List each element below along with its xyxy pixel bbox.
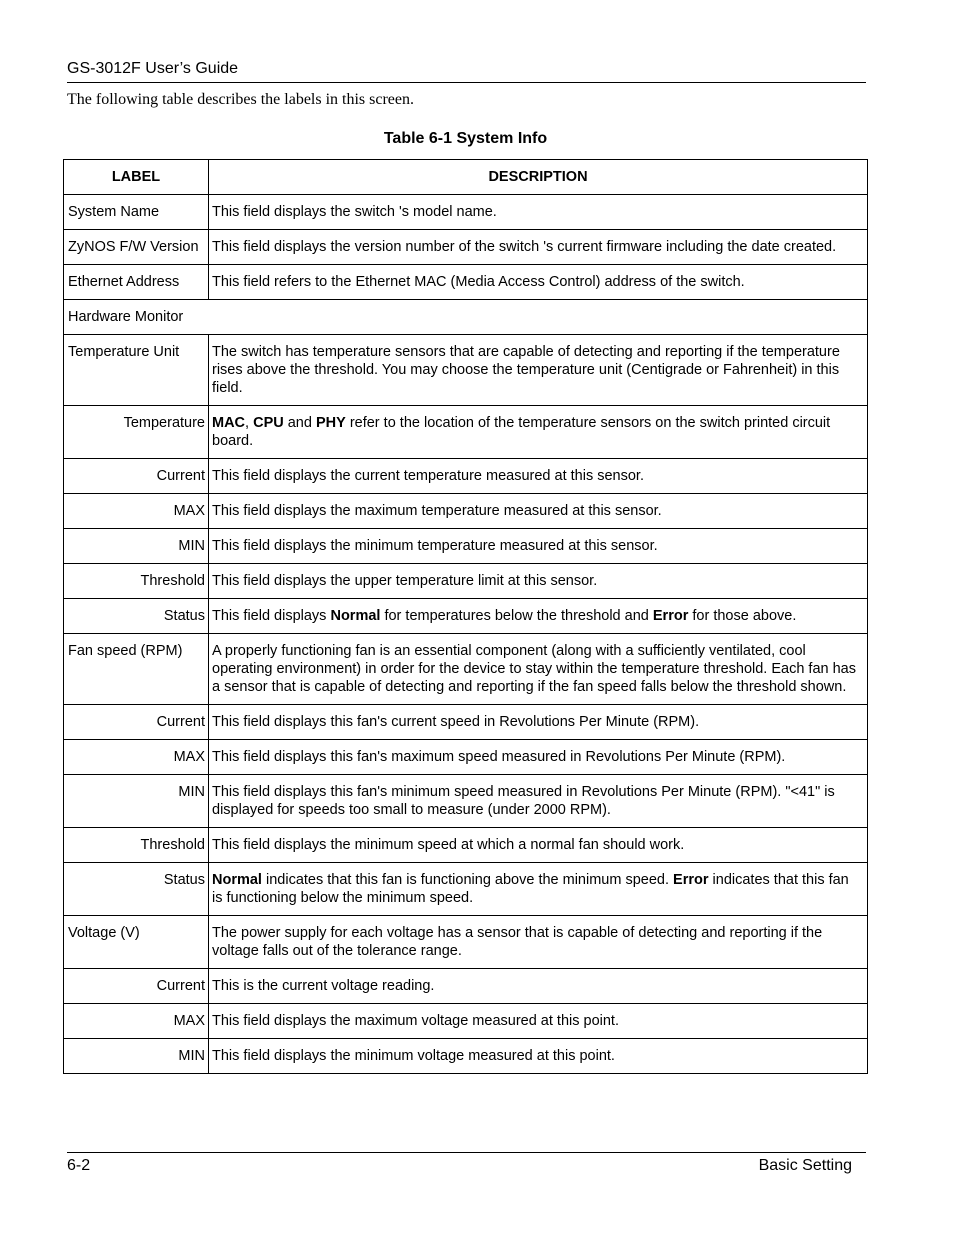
row-description — [209, 195, 868, 230]
bold-term: Normal — [330, 608, 381, 624]
row-label: MAX — [64, 1004, 209, 1039]
row-label: Current — [64, 459, 209, 494]
table-row — [64, 459, 868, 494]
table-row — [64, 494, 868, 529]
row-label: MAX — [64, 740, 209, 775]
table-row — [64, 1039, 868, 1074]
row-label: Fan speed (RPM) — [64, 634, 209, 705]
row-description — [209, 599, 868, 634]
table-row — [64, 828, 868, 863]
table-row — [64, 1004, 868, 1039]
table-row — [64, 406, 868, 459]
table-row — [64, 969, 868, 1004]
section-name: Basic Setting — [758, 1157, 852, 1174]
row-label: Hardware Monitor — [64, 300, 868, 335]
table-row — [64, 634, 868, 705]
row-description — [209, 916, 868, 969]
description-text: and — [283, 415, 316, 431]
table-row — [64, 300, 868, 335]
description-text: This field displays the version number of the switch 's current firmware including the date created. — [212, 239, 837, 255]
bold-term: Error — [652, 608, 689, 624]
description-text: The power supply for each voltage has a sensor that is capable of detecting and reporting if the voltage falls out of the tolerance range. — [212, 925, 823, 959]
description-text: for those above. — [688, 608, 797, 624]
table-row — [64, 529, 868, 564]
row-label: Voltage (V) — [64, 916, 209, 969]
description-text: indicates that this fan is functioning above the minimum speed. — [261, 872, 674, 888]
row-description — [209, 969, 868, 1004]
description-text: This field displays the minimum speed at which a normal fan should work. — [212, 837, 685, 853]
table-caption: Table 6-1 System Info — [383, 130, 548, 147]
row-label: Temperature Unit — [64, 335, 209, 406]
row-description — [209, 705, 868, 740]
description-text: This field displays the maximum temperature measured at this sensor. — [212, 503, 662, 519]
row-label: Temperature — [64, 406, 209, 459]
description-text: refer to the location of the temperature sensors on the switch printed circuit board. — [212, 415, 831, 449]
description-text: for temperatures below the threshold and — [380, 608, 653, 624]
row-label: Status — [64, 863, 209, 916]
bold-term: Normal — [212, 872, 262, 888]
row-label: MIN — [64, 1039, 209, 1074]
description-text: This field refers to the Ethernet MAC (Media Access Control) address of the switch. — [212, 274, 745, 290]
table-row — [64, 230, 868, 265]
bold-term: MAC — [212, 415, 246, 431]
description-text: , — [245, 415, 254, 431]
row-description — [209, 1039, 868, 1074]
row-label: MIN — [64, 775, 209, 828]
row-description — [209, 335, 868, 406]
bold-term: PHY — [315, 415, 346, 431]
description-text: This field displays this fan's minimum speed measured in Revolutions Per Minute (RPM). "<41" is displayed for speeds too small to measure (under 2000 RPM). — [212, 784, 835, 818]
intro-text: The following table describes the labels in this screen. — [67, 91, 415, 108]
row-label: MAX — [64, 494, 209, 529]
document-title: GS-3012F User’s Guide — [67, 60, 239, 77]
row-label: Threshold — [64, 828, 209, 863]
row-description — [209, 828, 868, 863]
row-description — [209, 230, 868, 265]
description-text: This field displays this fan's current speed in Revolutions Per Minute (RPM). — [212, 714, 700, 730]
row-description — [209, 459, 868, 494]
row-label: Current — [64, 705, 209, 740]
row-label: Threshold — [64, 564, 209, 599]
row-description — [209, 634, 868, 705]
row-label: Status — [64, 599, 209, 634]
description-text: This field displays the minimum temperature measured at this sensor. — [212, 538, 658, 554]
table-row — [64, 775, 868, 828]
description-text: This field displays this fan's maximum speed measured in Revolutions Per Minute (RPM). — [212, 749, 786, 765]
row-description — [209, 564, 868, 599]
table-row — [64, 916, 868, 969]
description-text: A properly functioning fan is an essential component (along with a sufficiently ventilated, cool operating environment) in order for the device to stay within the temperature threshold. Each fan has a sensor that is capable of detecting and reporting if the fan speed falls below the threshold shown. — [212, 643, 856, 695]
description-text: This is the current voltage reading. — [212, 978, 435, 994]
row-label: Ethernet Address — [64, 265, 209, 300]
row-label: System Name — [64, 195, 209, 230]
table-row — [64, 599, 868, 634]
row-description — [209, 406, 868, 459]
row-label: Current — [64, 969, 209, 1004]
description-text: This field displays the maximum voltage measured at this point. — [212, 1013, 619, 1029]
table-header-row — [64, 160, 868, 195]
description-text: This field displays the upper temperature limit at this sensor. — [212, 573, 598, 589]
row-description — [209, 265, 868, 300]
page-number: 6-2 — [67, 1157, 91, 1174]
table-row — [64, 195, 868, 230]
table-row — [64, 740, 868, 775]
table-row — [64, 564, 868, 599]
column-header-label: LABEL — [64, 160, 209, 195]
row-description — [209, 740, 868, 775]
page-footer — [67, 1152, 866, 1174]
row-description — [209, 1004, 868, 1039]
row-description — [209, 529, 868, 564]
row-description — [209, 863, 868, 916]
table-row — [64, 335, 868, 406]
description-text: This field displays the current temperature measured at this sensor. — [212, 468, 644, 484]
description-text: This field displays — [212, 608, 331, 624]
table-body — [64, 195, 868, 1074]
bold-term: Error — [673, 872, 709, 888]
description-text: indicates that this fan is functioning below the minimum speed. — [212, 872, 849, 906]
row-description — [209, 775, 868, 828]
row-label: MIN — [64, 529, 209, 564]
system-info-table — [63, 159, 868, 1074]
table-row — [64, 265, 868, 300]
bold-term: CPU — [253, 415, 284, 431]
page-header — [67, 58, 866, 83]
table-row — [64, 863, 868, 916]
row-label: ZyNOS F/W Version — [64, 230, 209, 265]
description-text: This field displays the minimum voltage measured at this point. — [212, 1048, 615, 1064]
row-description — [209, 494, 868, 529]
column-header-description: DESCRIPTION — [209, 160, 868, 195]
table-row — [64, 705, 868, 740]
description-text: This field displays the switch 's model name. — [212, 204, 497, 220]
description-text: The switch has temperature sensors that are capable of detecting and reporting if the temperature rises above the threshold. You may choose the temperature unit (Centigrade or Fahrenheit) in this field. — [212, 344, 840, 396]
